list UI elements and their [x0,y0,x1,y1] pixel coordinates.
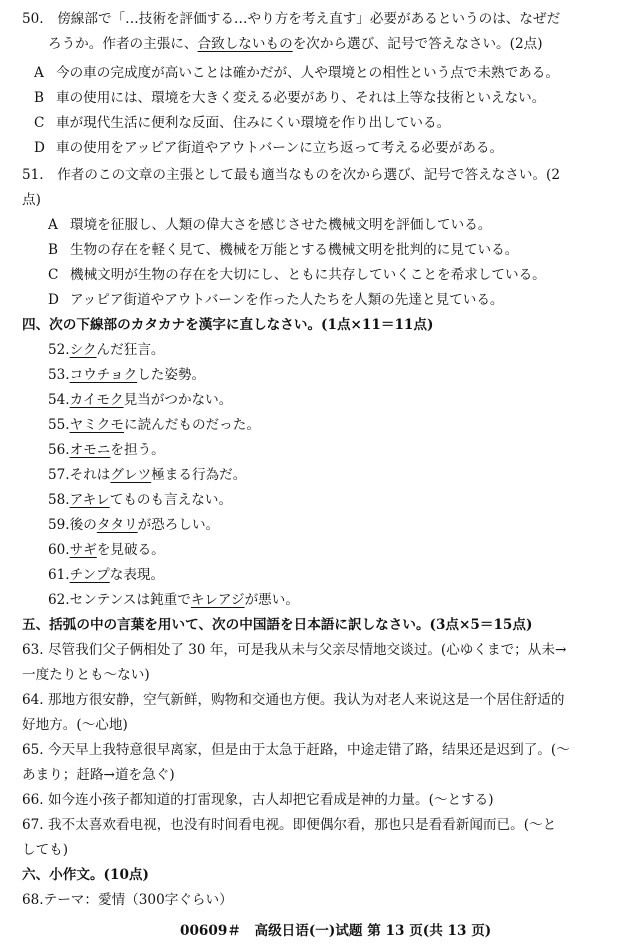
list-item [48,540,165,560]
item-number: 62.センテンスは鈍重で [48,592,191,608]
q50-line2-pre: ろうか。作者の主張に、 [48,36,198,52]
option-text: 機械文明が生物の存在を大切にし、ともに共存していくことを希求している。 [70,267,546,283]
option-letter: B [48,242,58,258]
list-item [48,440,165,460]
underlined-katakana: タタリ [96,517,138,533]
underlined-katakana: キレアジ [190,592,245,608]
option-text: 車の使用をアッピア街道やアウトバーンに立ち返って考える必要がある。 [56,140,504,156]
translation-line: しても) [22,842,69,858]
option-letter: C [34,115,45,131]
item-text: 極まる行為だ。 [151,467,247,483]
option-text: 車の使用には、環境を大きく変える必要があり、それは上等な技術といえない。 [56,90,546,106]
option-text: 今の車の完成度が高いことは確かだが、人や環境との相性という点で未熟である。 [56,65,559,81]
underlined-katakana: チンプ [69,567,110,583]
list-item [48,515,219,535]
item-text: 見当がつかない。 [123,392,233,408]
q51-line2: 点) [22,192,41,208]
list-item [48,465,246,485]
item-number: 56. [48,442,70,458]
item-text: んだ狂言。 [96,342,165,358]
section4-heading: 四、次の下線部のカタカナを漢字に直しなさい。(1点×11＝11点) [22,317,434,333]
translation-line: 64. 那地方很安静，空气新鲜，购物和交通也方便。我认为对老人来说这是一个居住舒适的 [22,692,565,708]
item-number: 58. [48,492,70,508]
option-letter: D [34,140,45,156]
item-number: 61. [48,567,70,583]
q50-option-d [34,138,503,158]
translation-line: 67. 我不太喜欢看电视，也没有时间看电视。即便偶尔看，那也只是看看新闻而已。(～と [22,817,557,833]
underlined-katakana: オモニ [69,442,111,458]
item-number: 52. [48,342,70,358]
section6-heading: 六、小作文。(10点) [22,867,149,883]
list-item [48,565,164,585]
option-text: 環境を征服し、人類の偉大さを感じさせた機械文明を評価している。 [70,217,492,233]
underlined-katakana: ヤミクモ [69,417,124,433]
q50-line2 [48,34,543,54]
underlined-katakana: シク [69,342,97,358]
underlined-katakana: サギ [69,542,97,558]
q51-line1: 51. 作者のこの文章の主張として最も適当なものを次から選び、記号で答えなさい。(2 [22,167,560,183]
list-item [48,365,205,385]
underlined-katakana: アキレ [69,492,110,508]
option-letter: A [48,217,58,233]
option-text: 生物の存在を軽く見て、機械を万能とする機械文明を批判的に見ている。 [70,242,519,258]
q51-option-a [48,215,491,235]
list-item [48,490,232,510]
q50-option-c [34,113,450,133]
q50-underlined: 合致しないもの [197,36,293,52]
item-number: 59.後の [48,517,97,533]
q51-option-d [48,290,504,310]
option-text: アッピア街道やアウトバーンを作った人たちを人類の先達と見ている。 [70,292,504,308]
item-number: 60. [48,542,70,558]
q50-option-b [34,88,545,108]
list-item [48,415,260,435]
q51-option-b [48,240,518,260]
item-text: に読んだものだった。 [124,417,260,433]
option-text: 車が現代生活に便利な反面、住みにくい環境を作り出している。 [56,115,451,131]
translation-line: 65. 今天早上我特意很早离家，但是由于太急于赶路，中途走错了路，结果还是迟到了。(～ [22,742,570,758]
translation-line: 66. 如今连小孩子都知道的打雷现象，古人却把它看成是神的力量。(～とする) [22,792,494,808]
q50-option-a [34,63,559,83]
item-number: 55. [48,417,70,433]
q50-line1: 50. 傍線部で「…技術を評価する…やり方を考え直す」必要があるというのは、なぜだ [22,11,561,27]
section5-heading: 五、括弧の中の言葉を用いて、次の中国語を日本語に訳しなさい。(3点×5＝15点) [22,617,533,633]
list-item [48,340,165,360]
option-letter: D [48,292,59,308]
option-letter: C [48,267,59,283]
item-number: 54. [48,392,70,408]
item-text: を担う。 [110,442,165,458]
q51-option-c [48,265,546,285]
item-number: 53. [48,367,70,383]
item-text: が悪い。 [244,592,299,608]
item-text: した姿勢。 [137,367,206,383]
item-number: 57.それは [48,467,111,483]
translation-line: 一度たりとも～ない) [22,667,150,683]
item-text: が恐ろしい。 [137,517,220,533]
essay-item: 68.テーマ：愛情（300字ぐらい） [22,892,233,908]
underlined-katakana: カイモク [69,392,124,408]
list-item [48,590,299,610]
translation-line: 好地方。(～心地) [22,717,128,733]
item-text: を見破る。 [96,542,165,558]
option-letter: A [34,65,44,81]
underlined-katakana: コウチョク [69,367,138,383]
list-item [48,390,232,410]
item-text: てものも言えない。 [109,492,233,508]
option-letter: B [34,90,44,106]
translation-line: あまり；赶路→道を急ぐ) [22,767,175,783]
page-footer: 00609＃ 高级日语(一)试题 第 13 页(共 13 页) [180,923,492,939]
q50-line2-post: を次から選び、記号で答えなさい。(2点) [292,36,543,52]
translation-line: 63. 尽管我们父子俩相处了 30 年，可是我从未与父亲尽情地交谈过。(心ゆくまで；从未→ [22,642,567,658]
underlined-katakana: グレツ [110,467,152,483]
item-text: な表現。 [109,567,165,583]
